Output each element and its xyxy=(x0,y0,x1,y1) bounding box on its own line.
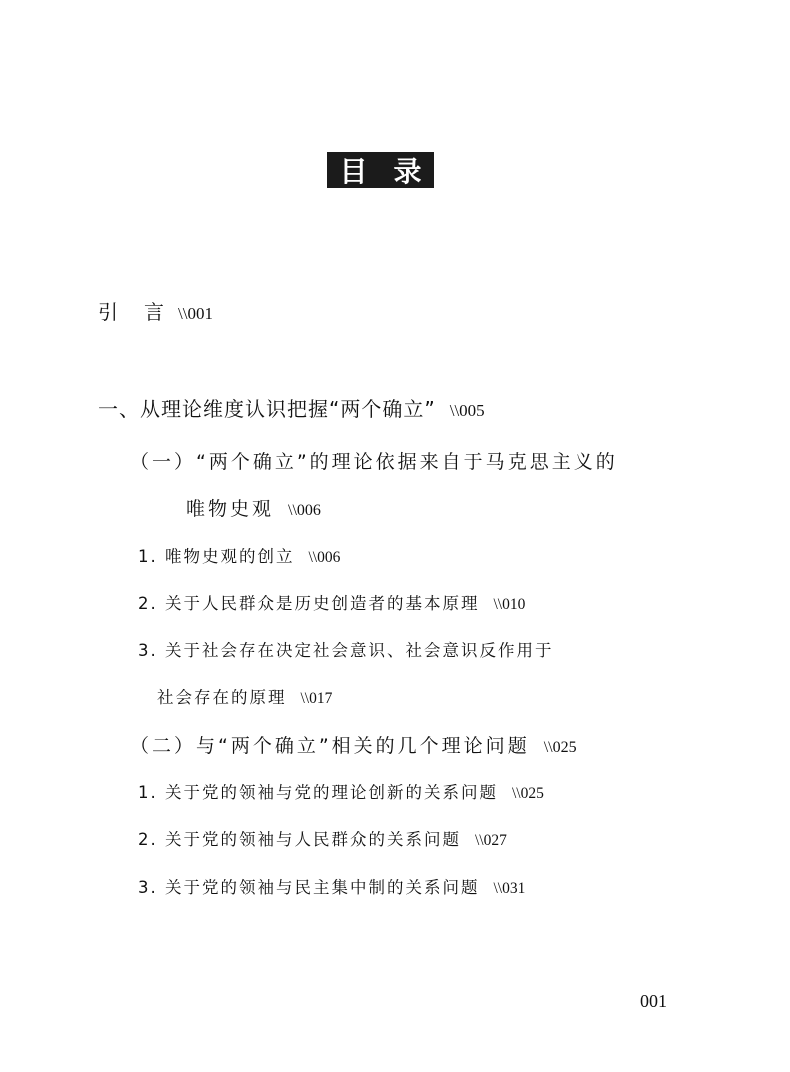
page-title-char-1: 目 xyxy=(339,155,368,188)
toc-entry-title: （一）“两个确立”的理论依据来自于马克思主义的 xyxy=(130,451,618,473)
page-title-char-2: 录 xyxy=(393,155,422,188)
toc-entry-sec1-cont[interactable] xyxy=(186,494,321,521)
page-title xyxy=(327,152,434,188)
toc-entry-title-continued: 社会存在的原理 xyxy=(157,688,287,707)
toc-entry-title: （二）与“两个确立”相关的几个理论问题 xyxy=(130,735,530,757)
toc-entry-part1[interactable] xyxy=(98,393,485,422)
toc-entry-item2-1[interactable] xyxy=(138,779,544,803)
toc-entry-sec2[interactable] xyxy=(130,731,577,758)
toc-entry-title: 1. 关于党的领袖与党的理论创新的关系问题 xyxy=(138,783,498,802)
toc-entry-title: 1. 唯物史观的创立 xyxy=(138,547,295,566)
toc-page-number: \\025 xyxy=(512,785,544,802)
toc-entry-title-continued: 唯物史观 xyxy=(186,498,275,520)
toc-entry-sec1[interactable] xyxy=(130,447,618,474)
toc-entry-intro[interactable] xyxy=(98,296,213,325)
page-number: 001 xyxy=(640,991,667,1011)
toc-entry-title: 3. 关于党的领袖与民主集中制的关系问题 xyxy=(138,878,480,897)
toc-page-number: \\031 xyxy=(493,880,526,897)
toc-entry-item1-3[interactable] xyxy=(138,637,554,661)
toc-entry-item1-3-cont[interactable] xyxy=(157,684,332,708)
toc-intro-char-1: 引 xyxy=(98,300,118,324)
toc-page-number: \\006 xyxy=(288,502,321,519)
toc-entry-item2-3[interactable] xyxy=(138,874,525,898)
toc-page-number: \\006 xyxy=(308,549,341,566)
toc-page-number: \\005 xyxy=(449,401,485,420)
toc-entry-title: 一、从理论维度认识把握“两个确立” xyxy=(98,397,436,421)
toc-page-number: \\027 xyxy=(475,832,507,849)
toc-entry-title: 2. 关于人民群众是历史创造者的基本原理 xyxy=(138,594,480,613)
toc-page-number: \\017 xyxy=(300,690,333,707)
toc-entry-item1-2[interactable] xyxy=(138,590,525,614)
toc-entry-title: 3. 关于社会存在决定社会意识、社会意识反作用于 xyxy=(138,641,554,660)
toc-entry-item1-1[interactable] xyxy=(138,543,340,567)
toc-entry-item2-2[interactable] xyxy=(138,826,507,850)
toc-intro-char-2: 言 xyxy=(144,300,164,324)
toc-page-number: \\001 xyxy=(178,304,213,323)
toc-entry-title: 2. 关于党的领袖与人民群众的关系问题 xyxy=(138,830,461,849)
toc-page-number: \\010 xyxy=(493,596,526,613)
toc-page-number: \\025 xyxy=(543,739,577,756)
